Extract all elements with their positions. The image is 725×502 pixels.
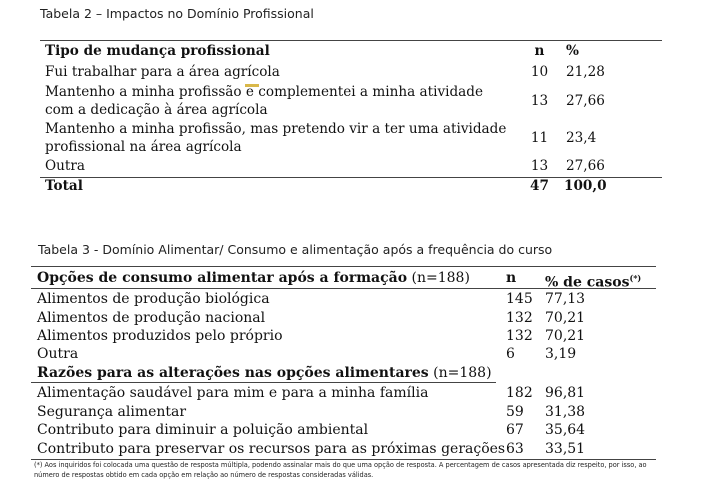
table2-header-label: Tipo de mudança profissional: [45, 43, 270, 59]
row-pct: 77,13: [545, 291, 586, 307]
row-n: 6: [506, 346, 515, 362]
section1-title: Opções de consumo alimentar após a formação: [37, 270, 408, 286]
row-n: 13: [530, 93, 549, 109]
total-label: Total: [45, 178, 83, 194]
row-label: Alimentos de produção biológica: [37, 291, 270, 307]
table3-header-n: n: [506, 270, 517, 286]
row-label: Alimentos de produção nacional: [37, 310, 266, 326]
table-row: [31, 309, 656, 327]
row-label: Mantenho a minha profissão, mas pretendo vir a ter uma atividade profissional na área agrícola: [45, 121, 507, 155]
row-n: 63: [506, 441, 524, 457]
section2-count: (n=188): [433, 365, 492, 381]
row-pct: 70,21: [545, 310, 586, 326]
table-row: [31, 421, 656, 439]
row-label: Fui trabalhar para a área agrícola: [45, 64, 280, 80]
row-label: Alimentos produzidos pelo próprio: [37, 328, 283, 344]
section2-title: Razões para as alterações nas opções alimentares: [37, 365, 429, 381]
row-label: Outra: [37, 346, 79, 362]
row-label: Segurança alimentar: [37, 404, 187, 420]
table-row: [31, 384, 656, 402]
row-n: 11: [530, 130, 549, 146]
row-pct: 3,19: [545, 346, 577, 362]
pct-header-label: % de casos: [545, 274, 630, 291]
row-pct: 23,4: [566, 130, 597, 146]
row-pct: 33,51: [545, 441, 586, 457]
row-n: 132: [506, 310, 533, 326]
section1-count: (n=188): [411, 270, 470, 286]
row-label: Mantenho a minha profissão e complementei a minha atividade com a dedicação à área agrícola: [45, 84, 484, 118]
row-n: 59: [506, 404, 524, 420]
pct-header-footnote-mark: (*): [629, 273, 642, 283]
table2-top-rule: [40, 40, 662, 41]
row-n: 145: [506, 291, 533, 307]
row-pct: 27,66: [566, 93, 605, 109]
row-pct: 70,21: [545, 328, 586, 344]
row-n: 13: [530, 158, 549, 174]
table-row: [31, 290, 656, 308]
row-n: 132: [506, 328, 533, 344]
section2-heading: [37, 364, 492, 382]
row-n: 10: [530, 64, 549, 80]
table3-header-row: [31, 269, 656, 291]
table2-caption: Tabela 2 – Impactos no Domínio Profissional: [40, 6, 314, 21]
row-n: 67: [506, 422, 524, 438]
row-pct: 35,64: [545, 422, 586, 438]
table-row: [31, 327, 656, 345]
total-pct: 100,0: [564, 178, 607, 194]
table-row: [31, 440, 656, 458]
section2-heading-row: [31, 364, 656, 382]
section1-heading: [37, 269, 470, 287]
total-n: 47: [530, 178, 549, 194]
row-n: 182: [506, 385, 533, 401]
table2-header-n: n: [534, 43, 545, 59]
table3-header-rule: [31, 288, 656, 289]
row-pct: 96,81: [545, 385, 586, 401]
row-pct: 27,66: [566, 158, 605, 174]
row-pct: 31,38: [545, 404, 586, 420]
table3-top-rule: [31, 266, 656, 267]
table3-caption: Tabela 3 - Domínio Alimentar/ Consumo e alimentação após a frequência do curso: [38, 242, 553, 257]
row-label: Alimentação saudável para mim e para a minha família: [37, 385, 429, 401]
table2-header-pct: %: [566, 43, 579, 59]
row-label: Outra: [45, 158, 85, 174]
row-label: Contributo para diminuir a poluição ambiental: [37, 422, 369, 438]
table3-footnote: (*) Aos inquiridos foi colocada uma questão de resposta múltipla, podendo assinalar mais do que uma opção de resposta. A percentagem de casos apresentada diz respeito, por isso, ao número de respostas obtido em cada opção em relação ao número de respostas consideradas válidas.: [34, 461, 647, 479]
row-pct: 21,28: [566, 64, 605, 80]
section2-rule: [31, 382, 496, 383]
row-label: Contributo para preservar os recursos para as próximas gerações: [37, 441, 506, 457]
table3-bottom-rule: [31, 459, 656, 460]
table-row: [31, 403, 656, 421]
table-row: [31, 345, 656, 363]
